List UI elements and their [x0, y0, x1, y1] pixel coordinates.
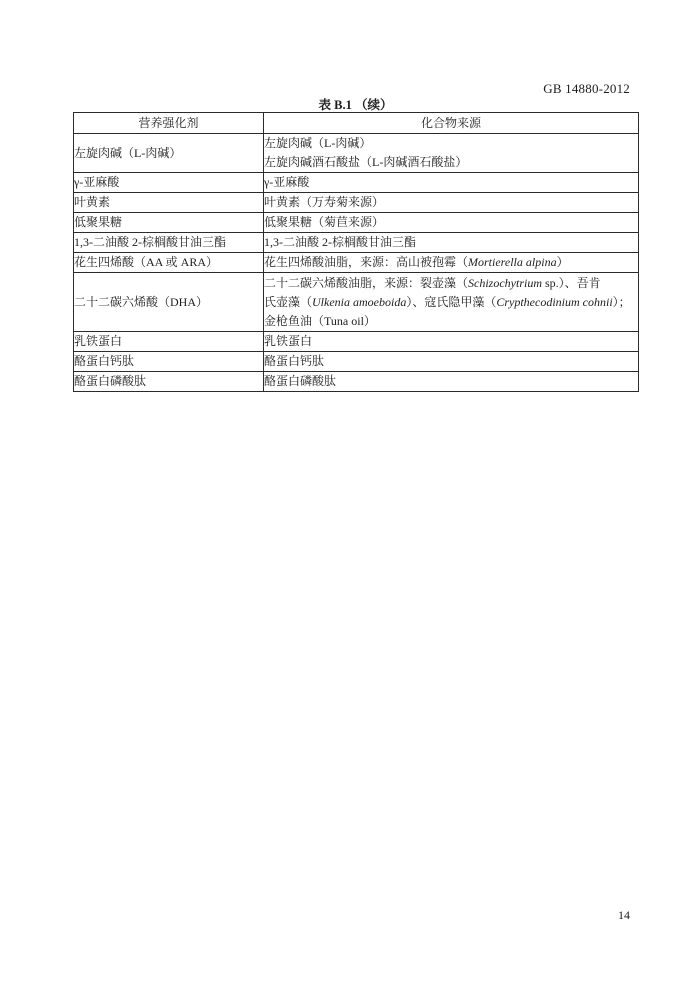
fortifier-cell: 酪蛋白钙肽	[74, 352, 264, 372]
table-row	[74, 134, 639, 173]
source-cell	[264, 213, 639, 233]
source-cell	[264, 253, 639, 273]
table-row	[74, 233, 639, 253]
source-line: 1,3-二油酸 2-棕榈酸甘油三酯	[264, 235, 416, 249]
source-line: 金枪鱼油（Tuna oil）	[264, 313, 376, 328]
source-line: 乳铁蛋白	[264, 334, 313, 348]
source-line: 氏壶藻（Ulkenia amoeboida）、寇氏隐甲藻（Crypthecodinium cohnii）；	[264, 294, 631, 309]
column-header-source: 化合物来源	[264, 113, 639, 134]
table-row	[74, 273, 639, 332]
source-line: 左旋肉碱酒石酸盐（L-肉碱酒石酸盐）	[264, 155, 468, 169]
table-row	[74, 372, 639, 392]
source-cell	[264, 273, 639, 332]
source-cell	[264, 173, 639, 193]
table-row	[74, 213, 639, 233]
source-line: 左旋肉碱（L-肉碱）	[264, 136, 372, 150]
source-line: 低聚果糖（菊苣来源）	[264, 215, 385, 229]
table-row	[74, 253, 639, 273]
fortifier-cell: 二十二碳六烯酸（DHA）	[74, 273, 264, 332]
fortifier-cell: 叶黄素	[74, 193, 264, 213]
source-line: 叶黄素（万寿菊来源）	[264, 195, 385, 209]
source-line: 花生四烯酸油脂，来源：高山被孢霉（Mortierella alpina）	[264, 255, 569, 269]
source-cell	[264, 332, 639, 352]
source-line: 酪蛋白钙肽	[264, 354, 325, 368]
fortifier-cell: 左旋肉碱（L-肉碱）	[74, 134, 264, 173]
fortifier-cell: 1,3-二油酸 2-棕榈酸甘油三酯	[74, 233, 264, 253]
table-row	[74, 332, 639, 352]
table-title: 表 B.1 （续）	[318, 98, 393, 112]
source-cell	[264, 352, 639, 372]
fortifier-cell: 花生四烯酸（AA 或 ARA）	[74, 253, 264, 273]
table-header-row	[74, 113, 639, 134]
source-cell	[264, 134, 639, 173]
page-number: 14	[618, 908, 630, 922]
table-row	[74, 173, 639, 193]
table-row	[74, 193, 639, 213]
source-line: γ-亚麻酸	[264, 175, 310, 189]
source-line: 二十二碳六烯酸油脂，来源：裂壶藻（Schizochytrium sp.）、吾肯	[264, 275, 601, 290]
fortifier-cell: 低聚果糖	[74, 213, 264, 233]
column-header-fortifier: 营养强化剂	[74, 113, 264, 134]
doc-number: GB 14880-2012	[543, 81, 630, 96]
fortifier-cell: 酪蛋白磷酸肽	[74, 372, 264, 392]
fortifier-cell: γ-亚麻酸	[74, 173, 264, 193]
source-cell	[264, 193, 639, 213]
source-cell	[264, 233, 639, 253]
table-row	[74, 352, 639, 372]
fortifier-cell: 乳铁蛋白	[74, 332, 264, 352]
fortifier-source-table	[73, 112, 639, 392]
source-cell	[264, 372, 639, 392]
source-line: 酪蛋白磷酸肽	[264, 374, 337, 388]
